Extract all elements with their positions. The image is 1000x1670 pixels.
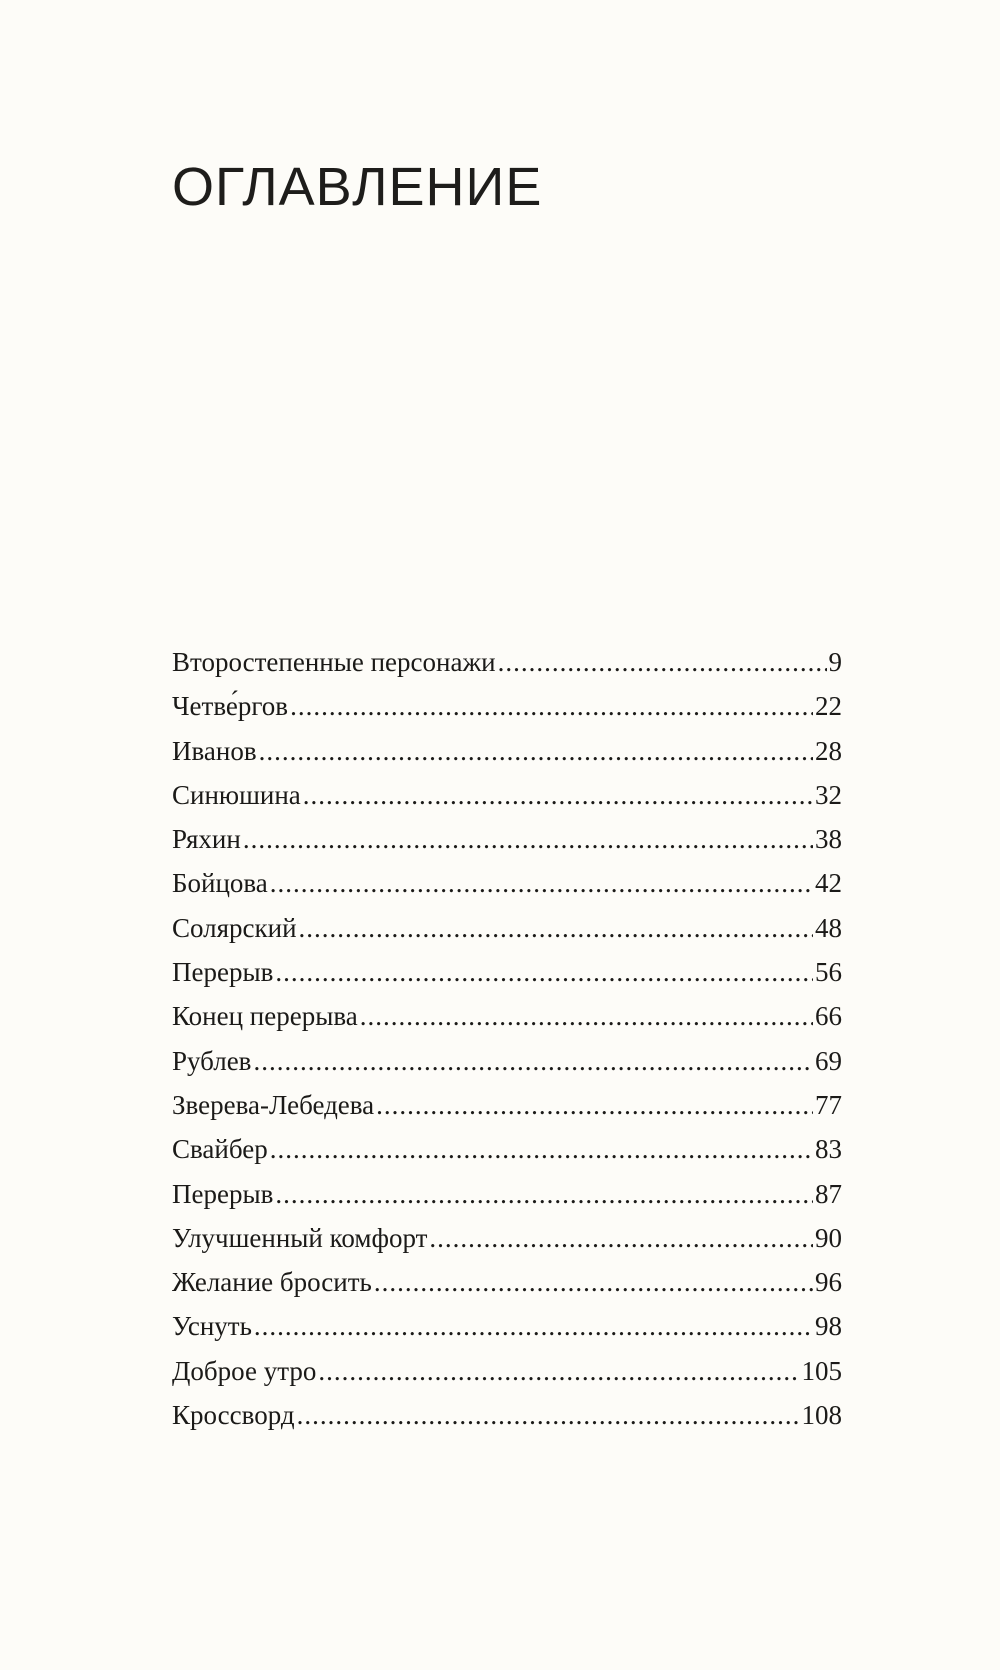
- toc-page-number: 38: [815, 824, 842, 855]
- toc-entry-title: Ряхин: [172, 824, 241, 855]
- toc-entry-title: Кроссворд: [172, 1400, 295, 1431]
- toc-entry: [172, 684, 842, 728]
- toc-entry: [172, 640, 842, 684]
- toc-page-number: 9: [828, 647, 842, 677]
- toc-entry: [172, 729, 842, 773]
- toc-page-number: 108: [801, 1400, 842, 1431]
- toc-dot-leader: [254, 1304, 813, 1348]
- toc-page-number: 28: [815, 735, 842, 766]
- toc-dot-leader: [253, 1039, 813, 1083]
- toc-entry: [172, 861, 842, 905]
- toc-page-number: 56: [815, 957, 842, 988]
- toc-page-number: 69: [815, 1045, 842, 1076]
- toc-entry: [172, 906, 842, 950]
- toc-entry: [172, 817, 842, 861]
- toc-entry-title: Четве́ргов: [172, 691, 289, 722]
- toc-entry: [172, 1216, 842, 1260]
- toc-dot-leader: [297, 1393, 800, 1437]
- toc-entry-title: Иванов: [172, 735, 257, 766]
- toc-entry: [172, 773, 842, 817]
- toc-entry-title: Второстепенные персонажи: [172, 647, 496, 677]
- toc-dot-leader: [299, 906, 813, 950]
- toc-dot-leader: [243, 817, 813, 861]
- toc-dot-leader: [303, 773, 813, 817]
- toc-page-number: 42: [815, 868, 842, 899]
- toc-page-number: 96: [815, 1267, 842, 1298]
- toc-dot-leader: [259, 729, 813, 773]
- toc-dot-leader: [270, 1127, 813, 1171]
- page-title: ОГЛАВЛЕНИЕ: [172, 157, 543, 217]
- toc-entry-title: Конец перерыва: [172, 1001, 358, 1032]
- toc-entry-title: Свайбер: [172, 1134, 268, 1165]
- toc-entry-title: Уснуть: [172, 1311, 252, 1342]
- toc-entry-title: Зверева-Лебедева: [172, 1089, 375, 1120]
- toc-entry-title: Солярский: [172, 912, 297, 943]
- toc-dot-leader: [275, 1172, 813, 1216]
- toc-page-number: 98: [815, 1311, 842, 1342]
- toc-entry-title: Доброе утро: [172, 1355, 317, 1386]
- toc-entry: [172, 1260, 842, 1304]
- toc-entry: [172, 1083, 842, 1127]
- toc-entry: [172, 1393, 842, 1437]
- toc-dot-leader: [318, 1349, 799, 1393]
- toc-entry: [172, 1039, 842, 1083]
- toc-page-number: 90: [815, 1222, 842, 1253]
- toc-page-number: 87: [815, 1178, 842, 1209]
- table-of-contents: [172, 640, 842, 1437]
- toc-dot-leader: [270, 861, 813, 905]
- toc-entry-title: Синюшина: [172, 779, 301, 810]
- toc-dot-leader: [275, 950, 813, 994]
- toc-page-number: 77: [815, 1089, 842, 1120]
- toc-entry-title: Улучшенный комфорт: [172, 1222, 428, 1253]
- toc-page-number: 105: [801, 1355, 842, 1386]
- toc-entry-title: Перерыв: [172, 1178, 274, 1209]
- toc-entry-title: Бойцова: [172, 868, 268, 899]
- toc-dot-leader: [290, 684, 813, 728]
- toc-page-number: 32: [815, 779, 842, 810]
- toc-entry: [172, 994, 842, 1038]
- toc-dot-leader: [374, 1260, 813, 1304]
- toc-dot-leader: [376, 1083, 813, 1127]
- toc-entry: [172, 950, 842, 994]
- toc-dot-leader: [360, 994, 813, 1038]
- toc-entry-title: Желание бросить: [172, 1267, 372, 1298]
- toc-page-number: 66: [815, 1001, 842, 1032]
- toc-dot-leader: [429, 1216, 813, 1260]
- toc-entry: [172, 1349, 842, 1393]
- toc-page-number: 48: [815, 912, 842, 943]
- toc-entry: [172, 1172, 842, 1216]
- toc-page-number: 83: [815, 1134, 842, 1165]
- toc-entry-title: Рублев: [172, 1045, 252, 1076]
- toc-entry: [172, 1127, 842, 1171]
- toc-entry-title: Перерыв: [172, 957, 274, 988]
- toc-dot-leader: [498, 640, 827, 684]
- toc-entry: [172, 1304, 842, 1348]
- toc-page-number: 22: [815, 691, 842, 722]
